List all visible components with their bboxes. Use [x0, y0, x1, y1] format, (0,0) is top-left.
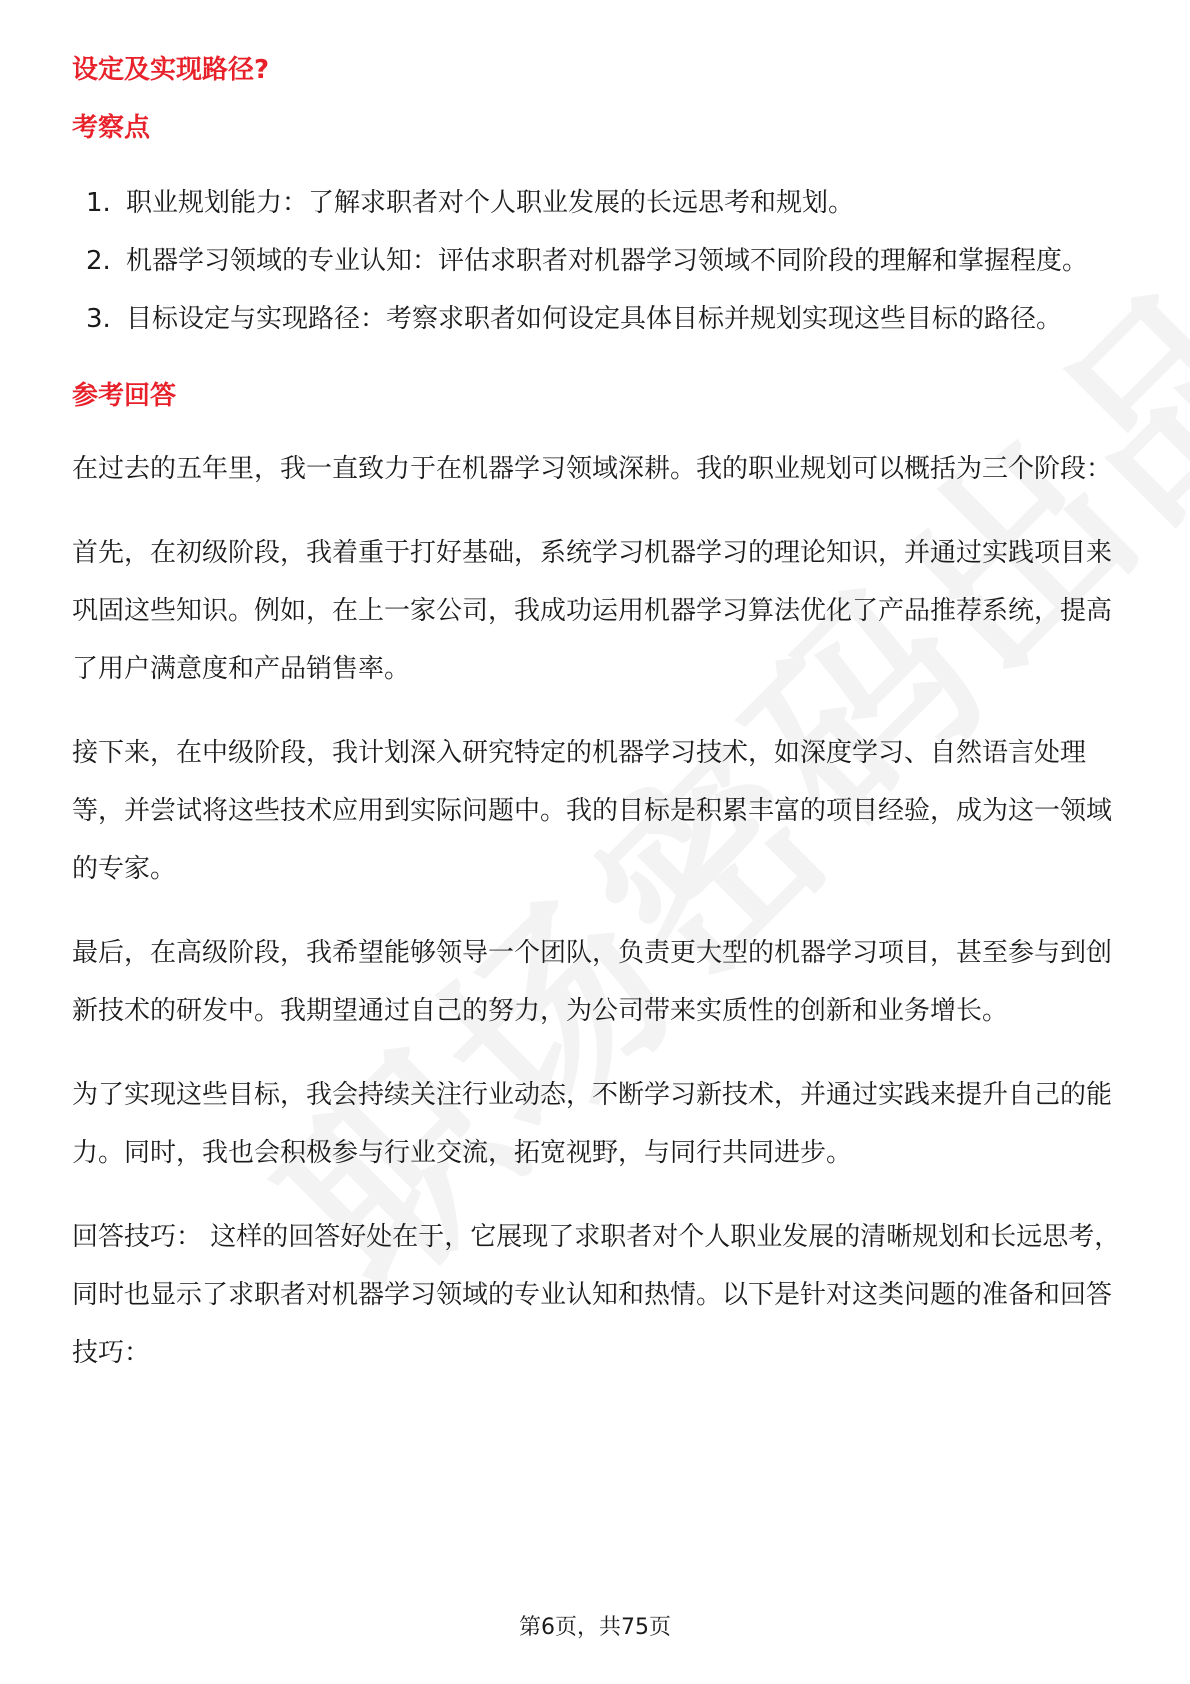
list-item-text: 机器学习领域的专业认知：评估求职者对机器学习领域不同阶段的理解和掌握程度。	[126, 246, 1089, 276]
answer-paragraph: 首先，在初级阶段，我着重于打好基础，系统学习机器学习的理论知识，并通过实践项目来巩固这些知识。例如，在上一家公司，我成功运用机器学习算法优化了产品推荐系统，提高了用户满意度和产品销售率。	[72, 538, 1113, 684]
list-item-number: 3.	[86, 304, 111, 334]
page-number: 第6页，共75页	[519, 1615, 671, 1640]
answer-tips-paragraph: 回答技巧： 这样的回答好处在于，它展现了求职者对个人职业发展的清晰规划和长远思考，同时也显示了求职者对机器学习领域的专业认知和热情。以下是针对这类问题的准备和回答技巧：	[72, 1222, 1121, 1368]
answer-paragraph: 为了实现这些目标，我会持续关注行业动态，不断学习新技术，并通过实践来提升自己的能力。同时，我也会积极参与行业交流，拓宽视野，与同行共同进步。	[72, 1080, 1113, 1168]
assessment-list	[72, 174, 1122, 348]
list-item	[72, 232, 1122, 290]
list-item-number: 1.	[86, 188, 111, 218]
answer-paragraph: 最后，在高级阶段，我希望能够领导一个团队，负责更大型的机器学习项目，甚至参与到创新技术的研发中。我期望通过自己的努力，为公司带来实质性的创新和业务增长。	[72, 938, 1113, 1026]
answer-paragraph: 在过去的五年里，我一直致力于在机器学习领域深耕。我的职业规划可以概括为三个阶段：	[72, 454, 1113, 484]
list-item-text: 职业规划能力：了解求职者对个人职业发展的长远思考和规划。	[126, 188, 855, 218]
list-item-number: 2.	[86, 246, 111, 276]
list-item	[72, 174, 1122, 232]
question-title: 设定及实现路径?	[72, 55, 270, 85]
assessment-heading: 考察点	[72, 113, 151, 143]
reference-answer-heading: 参考回答	[72, 381, 177, 411]
list-item	[72, 290, 1122, 348]
list-item-text: 目标设定与实现路径：考察求职者如何设定具体目标并规划实现这些目标的路径。	[126, 304, 1063, 334]
answer-paragraph: 接下来，在中级阶段，我计划深入研究特定的机器学习技术，如深度学习、自然语言处理等，并尝试将这些技术应用到实际问题中。我的目标是积累丰富的项目经验，成为这一领域的专家。	[72, 738, 1113, 884]
document-body	[72, 44, 1122, 1382]
